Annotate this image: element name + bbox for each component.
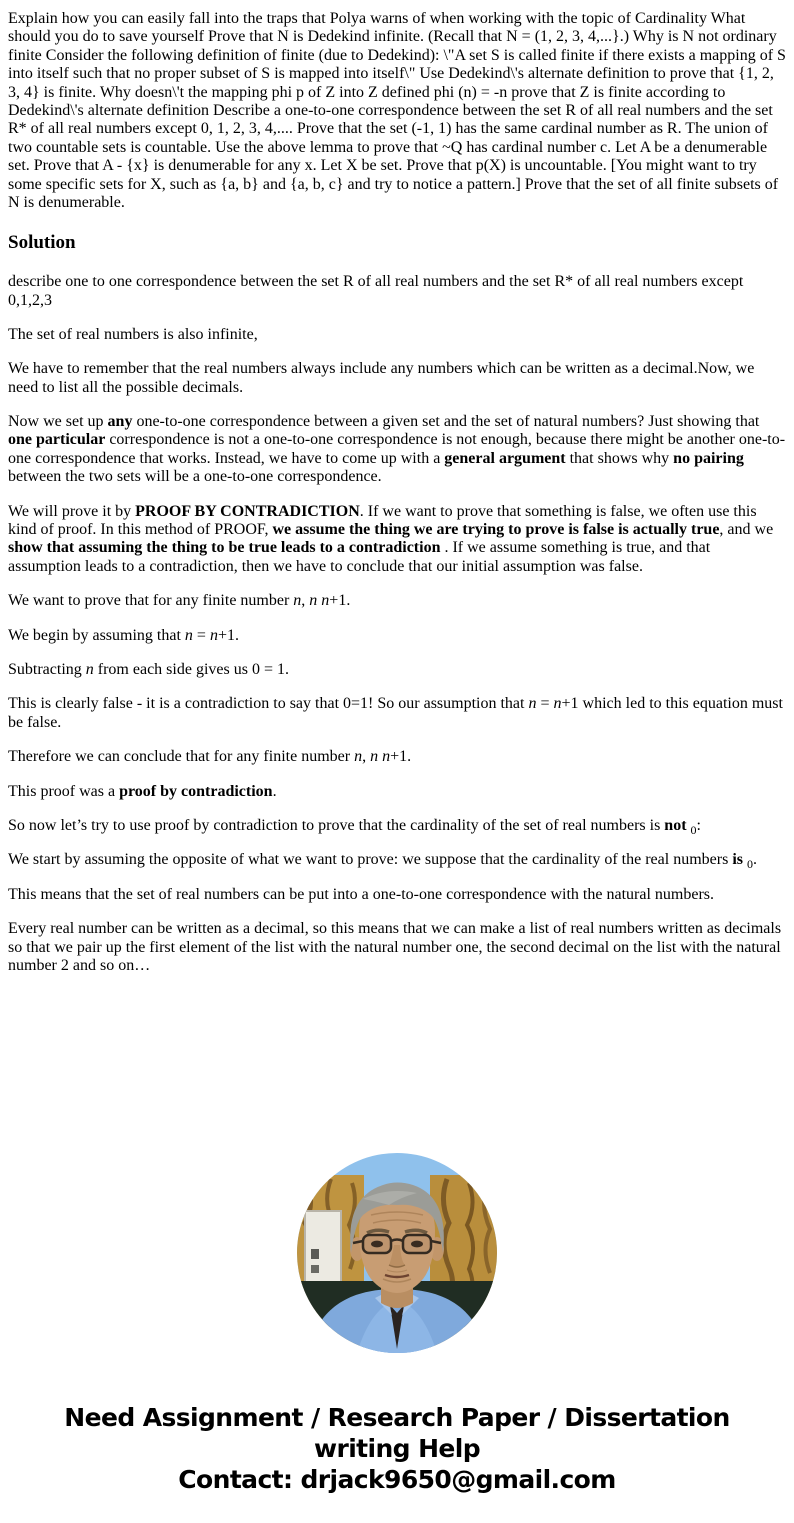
solution-paragraph: Subtracting n from each side gives us 0 = 1. [8, 661, 289, 678]
solution-paragraph: Therefore we can conclude that for any finite number n, n n+1. [8, 748, 412, 766]
solution-paragraph: We will prove it by PROOF BY CONTRADICTION. If we want to prove that something is false, we often use this kind of proof. In this method of PROOF, we assume the thing we are trying to prove is false is actually true, and we show that assuming the thing to be true leads to a contradiction . If we assume something is true, and that assumption leads to a contradiction, then we have to conclude that our initial assumption was false. [8, 502, 774, 575]
solution-body [8, 273, 786, 975]
solution-paragraph: describe one to one correspondence between the set R of all real numbers and the set R* of all real numbers except 0,1,2,3 [8, 273, 744, 309]
tutor-photo [297, 1153, 497, 1353]
solution-paragraph: We want to prove that for any finite number n, n n+1. [8, 592, 351, 610]
solution-heading: Solution [8, 232, 76, 254]
solution-paragraph: This is clearly false - it is a contradiction to say that 0=1! So our assumption that n = n+1 which led to this equation must be false. [8, 695, 783, 731]
footer-line-3: Contact: drjack9650@gmail.com [178, 1465, 616, 1494]
footer-line-2: writing Help [313, 1434, 481, 1463]
footer-line-1: Need Assignment / Research Paper / Dissertation [64, 1403, 730, 1432]
solution-paragraph: So now let’s try to use proof by contradiction to prove that the cardinality of the set of real numbers is not $_0$: [8, 816, 701, 838]
photo-eye-left [371, 1241, 383, 1248]
solution-paragraph: We begin by assuming that n = n+1. [8, 626, 239, 644]
solution-paragraph: Now we set up any one-to-one correspondence between a given set and the set of natural numbers? Just showing that one particular correspondence is not a one-to-one correspondence is not enough, because there might be another one-to-one correspondence that works. Instead, we have to come up with a general argument that shows why no pairing between the two sets will be a one-to-one correspondence. [8, 413, 786, 486]
tutor-photo-wrap [297, 1153, 497, 1353]
solution-paragraph: We have to remember that the real numbers always include any numbers which can be written as a decimal.Now, we need to list all the possible decimals. [8, 360, 755, 396]
solution-paragraph: This means that the set of real numbers can be put into a one-to-one correspondence with the natural numbers. [8, 885, 714, 903]
solution-paragraph: The set of real numbers is also infinite, [8, 325, 258, 343]
solution-paragraph: This proof was a proof by contradiction. [8, 782, 277, 800]
photo-eye-right [411, 1241, 423, 1248]
solution-paragraph: We start by assuming the opposite of what we want to prove: we suppose that the cardinality of the real numbers is $_0$. [8, 851, 757, 872]
question-text: Explain how you can easily fall into the traps that Polya warns of when working with the topic of Cardinality What should you do to save yourself Prove that N is Dedekind infinite. (Recall that N = (1, 2, 3, 4,...}.) Why is N not ordinary finite Consider the following definition of finite (due to Dedekind): \"A set S is called finite if there exists a mapping of S into itself such that no proper subset of S is mapped into itself\" Use Dedekind\'s alternate definition to prove that {1, 2, 3, 4} is finite. Why doesn\'t the mapping phi p of Z into Z defined phi (n) = -n prove that Z is finite according to Dedekind\'s alternate definition Describe a one-to-one correspondence between the set R of all real numbers and the set R* of all real numbers except 0, 1, 2, 3, 4,.... Prove that the set (-1, 1) has the same cardinal number as R. The union of two countable sets is countable. Use the above lemma to prove that ~Q has cardinal number c. Let A be a denumerable set. Prove that A - {x} is denumerable for any x. Let X be set. Prove that p(X) is uncountable. [You might want to try some specific sets for X, such as {a, b} and {a, b, c} and try to notice a pattern.] Prove that the set of all finite subsets of N is denumerable. [8, 10, 786, 211]
footer-banner [0, 1402, 794, 1495]
solution-paragraph: Every real number can be written as a decimal, so this means that we can make a list of real numbers written as decimals so that we pair up the first element of the list with the natural number one, the second decimal on the list with the natural number 2 and so on… [8, 920, 782, 974]
